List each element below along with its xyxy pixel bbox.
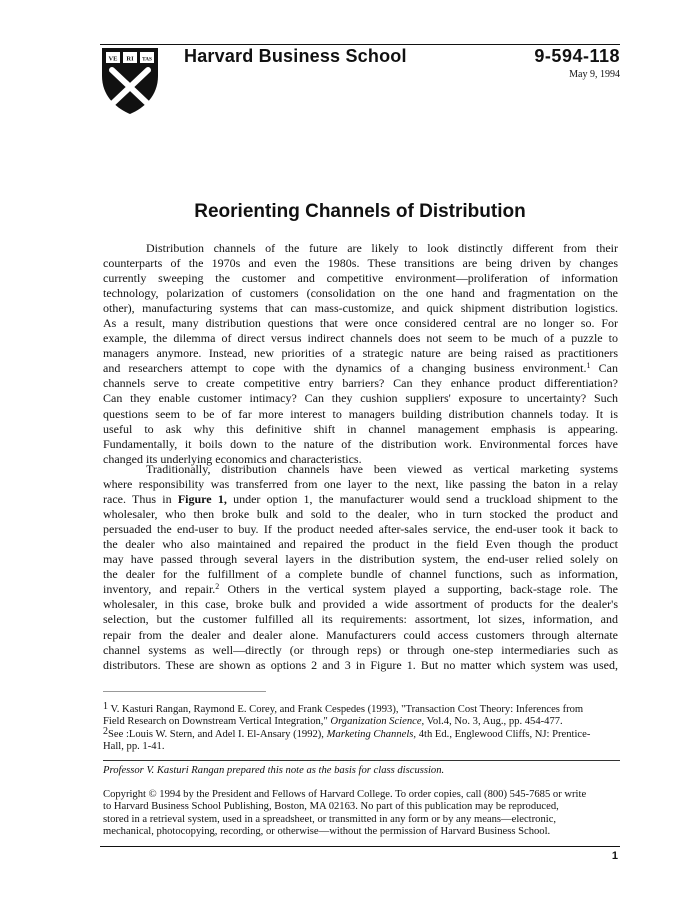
p2-line: the dealer for the fulfillment of a complete bundle of channel functions, such as information, bbox=[103, 567, 618, 582]
p1-line: questions seem to be of far more interest to managers building distribution channels today. It is bbox=[103, 406, 618, 421]
footnote-1-text: V. Kasturi Rangan, Raymond E. Corey, and Frank Cespedes (1993), "Transaction Cost Theory: Inferences from bbox=[108, 704, 584, 715]
p1-line: changed its underlying economics and characteristics. bbox=[103, 451, 362, 466]
p1-line-with-footnote bbox=[103, 361, 618, 376]
p1-line: other), manufacturing systems that can mass-customize, and quick shipment distribution logistics. bbox=[103, 301, 618, 316]
figure-1-reference[interactable]: Figure 1, bbox=[177, 492, 227, 507]
p1-line: managers anymore. Instead, new priorities of a strategic nature are being raised as practitioners bbox=[103, 346, 618, 361]
copyright-line: to Harvard Business School Publishing, Boston, MA 02163. No part of this publication may be reproduced, bbox=[103, 801, 559, 813]
professor-note: Professor V. Kasturi Rangan prepared this note as the basis for class discussion. bbox=[103, 765, 445, 776]
footer-rule bbox=[100, 846, 620, 847]
p1-line: example, the dilemma of direct versus indirect channels does not seem to be much of a puzzle to bbox=[103, 331, 618, 346]
p2-line: selection, but the customer fulfilled all its requirements: assortment, lot sizes, information, and bbox=[103, 612, 618, 627]
header-rule bbox=[100, 44, 620, 45]
p2-line: wholesaler, in this case, broke bulk and provided a wide assortment of products for the dealer's bbox=[103, 597, 618, 612]
paragraph-2 bbox=[103, 462, 618, 673]
footnote-1-text: Field Research on Downstream Vertical Integration," bbox=[103, 716, 331, 728]
note-divider bbox=[103, 760, 620, 761]
p2-line: the dealer who also maintained and repaired the product in the field Even though the product bbox=[103, 537, 618, 552]
footnote-1-journal: Organization Science bbox=[330, 716, 422, 728]
p1-line: channels serve to create competitive entry barriers? Can they enhance product differentiation? bbox=[103, 376, 618, 391]
p2-line: channel systems as well—directly (or through reps) or through one-step intermediaries such as bbox=[103, 642, 618, 657]
copyright-notice bbox=[103, 789, 618, 839]
p2-line-text: Others in the vertical system played a supporting, back-stage role. The bbox=[219, 582, 619, 597]
document-date: May 9, 1994 bbox=[569, 69, 620, 80]
p2-line: repair from the dealer and dealer alone. Manufacturers could access customers through alternate bbox=[103, 627, 618, 642]
footnote-1-line bbox=[103, 701, 618, 716]
p1-line: counterparts of the 1970s and even the 1980s. These transitions are being driven by changes bbox=[103, 256, 618, 271]
p1-line: useful to ask why this definitive shift in channel management emphasis is appearing. bbox=[103, 421, 618, 436]
footnote-ref-2[interactable]: 2 bbox=[215, 582, 220, 592]
footnote-1 bbox=[103, 701, 618, 729]
p1-line: Can they enable customer intimacy? Can they cushion suppliers' exposure to uncertainty? Such bbox=[103, 391, 618, 406]
document-number: 9-594-118 bbox=[534, 46, 620, 66]
p1-line-text: and researchers attempt to cope with the dynamics of a changing business environment. bbox=[103, 361, 587, 376]
copyright-line: mechanical, photocopying, recording, or otherwise—without the permission of Harvard Business School. bbox=[103, 826, 551, 838]
p1-line: Distribution channels of the future are likely to look distinctly different from their bbox=[146, 241, 618, 255]
footnote-ref-1[interactable]: 1 bbox=[586, 361, 591, 371]
footnote-2-line: Hall, pp. 1-41. bbox=[103, 741, 165, 753]
page-number: 1 bbox=[611, 850, 618, 862]
document-title: Reorienting Channels of Distribution bbox=[194, 201, 526, 222]
shield-book-2: RI bbox=[126, 55, 134, 63]
footnote-1-number: 1 bbox=[103, 701, 108, 712]
footnote-2 bbox=[103, 726, 618, 754]
p2-line: distributors. These are shown as options 2 and 3 in Figure 1. But no matter which system was used, bbox=[103, 657, 618, 672]
p2-line-text: manufacturer would send a truckload shipment to the bbox=[339, 492, 619, 507]
p2-line: where responsibility was transferred from one layer to the next, like passing the baton in a relay bbox=[103, 477, 618, 492]
school-name: Harvard Business School bbox=[184, 46, 407, 66]
footnote-1-text: , Vol.4, No. 3, Aug., pp. 454-477. bbox=[421, 716, 563, 728]
footnote-2-book: Marketing Channels, bbox=[326, 729, 417, 740]
footnote-1-line bbox=[103, 716, 618, 728]
p1-line: Fundamentally, it boils down to the nature of the distribution work. Environmental forces have bbox=[103, 436, 618, 451]
hbs-shield-logo bbox=[100, 46, 160, 116]
shield-book-1: VE bbox=[108, 55, 118, 63]
footnote-2-text: See :Louis W. Stern, and Adel I. El-Ansary (1992), bbox=[108, 729, 327, 740]
copyright-line: Copyright © 1994 by the President and Fellows of Harvard College. To order copies, call (800) 545-7685 or write bbox=[103, 789, 587, 800]
p2-line-with-footnote bbox=[103, 582, 618, 597]
p2-line: persuaded the end-user to buy. If the product needed after-sales service, the end-user took it back to bbox=[103, 522, 618, 537]
p2-line-text: under option 1, the bbox=[226, 492, 340, 507]
footnote-2-text: 4th Ed., Englewood Cliffs, NJ: Prentice- bbox=[416, 729, 591, 740]
p1-line: As a result, many distribution questions that were once considered central are no longer so. For bbox=[103, 316, 618, 331]
p1-line: technology, polarization of customers (consolidation on the one hand and fragmentation on the bbox=[103, 286, 618, 301]
p2-line: wholesaler, who then broke bulk and sold to the dealer, who in turn stocked the product and bbox=[103, 507, 618, 522]
p1-line-tail: Can bbox=[590, 361, 618, 376]
shield-book-3: TAS bbox=[142, 56, 152, 63]
p2-line: may have passed through several layers in the distribution system, the end-user relied solely on bbox=[103, 552, 618, 567]
p2-line-text: race. Thus in bbox=[103, 492, 178, 507]
footnote-2-line bbox=[103, 726, 618, 741]
footnote-divider bbox=[103, 691, 266, 692]
paragraph-1 bbox=[103, 241, 618, 467]
footnote-2-number: 2 bbox=[103, 726, 108, 737]
p2-line-text: inventory, and repair. bbox=[103, 582, 216, 597]
copyright-line: stored in a retrieval system, used in a spreadsheet, or transmitted in any form or by any means—electronic, bbox=[103, 813, 557, 825]
p2-line: Traditionally, distribution channels have been viewed as vertical marketing systems bbox=[146, 462, 618, 476]
p2-line-with-figure-ref bbox=[103, 492, 618, 507]
p1-line: currently sweeping the customer and competitive environment—proliferation of information bbox=[103, 271, 618, 286]
